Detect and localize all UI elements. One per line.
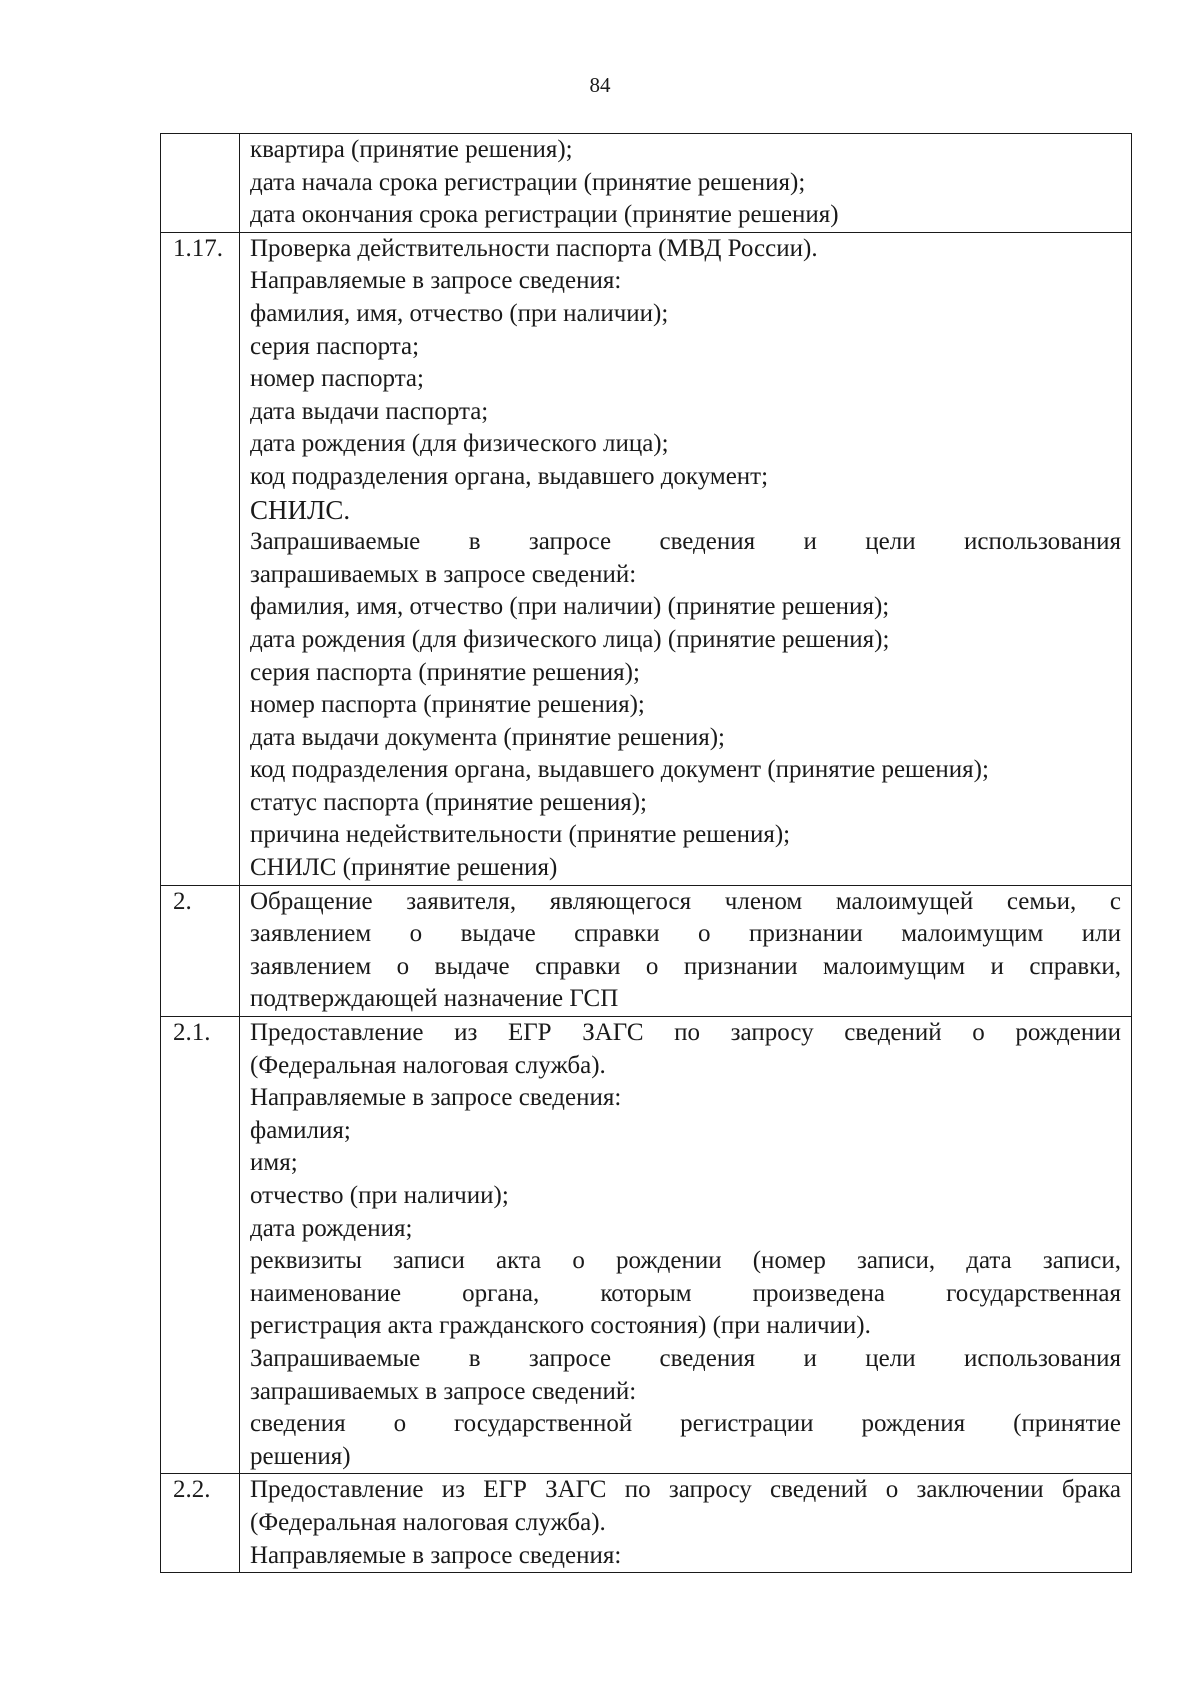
- text-line: дата окончания срока регистрации (принятие решения): [250, 201, 839, 229]
- text-line: Предоставление из ЕГР ЗАГС по запросу сведений о заключении брака: [250, 1476, 1121, 1504]
- text-line: фамилия, имя, отчество (при наличии);: [250, 299, 669, 327]
- text-line: фамилия;: [250, 1116, 351, 1144]
- text-line: решения): [250, 1442, 351, 1470]
- text-line: дата рождения (для физического лица) (принятие решения);: [250, 625, 890, 653]
- text-line: Запрашиваемые в запросе сведения и цели использования: [250, 1344, 1121, 1372]
- text-line: Направляемые в запросе сведения:: [250, 1084, 622, 1112]
- table-row: [161, 232, 1132, 885]
- text-line: дата рождения;: [250, 1214, 413, 1242]
- row-number-cell: [161, 885, 240, 1016]
- text-line: (Федеральная налоговая служба).: [250, 1508, 606, 1536]
- row-content-cell: [240, 885, 1132, 1016]
- text-line: дата выдачи документа (принятие решения);: [250, 723, 725, 751]
- table-row: [161, 1474, 1132, 1573]
- text-line: подтверждающей назначение ГСП: [250, 985, 619, 1013]
- text-line: Предоставление из ЕГР ЗАГС по запросу сведений о рождении: [250, 1019, 1121, 1047]
- text-line: дата начала срока регистрации (принятие решения);: [250, 168, 806, 196]
- table-body: [161, 134, 1132, 1573]
- table-row: [161, 134, 1132, 233]
- text-line: фамилия, имя, отчество (при наличии) (принятие решения);: [250, 593, 890, 621]
- text-line: Запрашиваемые в запросе сведения и цели использования: [250, 528, 1121, 556]
- text-line: номер паспорта;: [250, 365, 424, 393]
- row-number-cell: [161, 134, 240, 233]
- text-line: дата рождения (для физического лица);: [250, 430, 669, 458]
- text-line: СНИЛС (принятие решения): [250, 854, 558, 882]
- text-line: СНИЛС.: [250, 494, 351, 525]
- document-table: [160, 133, 1132, 1573]
- row-number-cell: [161, 1017, 240, 1474]
- text-line: причина недействительности (принятие решения);: [250, 821, 791, 849]
- text-line: код подразделения органа, выдавшего документ;: [250, 462, 769, 490]
- text-line: номер паспорта (принятие решения);: [250, 691, 645, 719]
- text-line: имя;: [250, 1149, 298, 1177]
- row-number: 1.17.: [173, 234, 223, 262]
- row-number: 2.1.: [173, 1019, 211, 1047]
- text-line: реквизиты записи акта о рождении (номер записи, дата записи,: [250, 1247, 1121, 1275]
- text-line: запрашиваемых в запросе сведений:: [250, 560, 637, 588]
- text-line: Обращение заявителя, являющегося членом малоимущей семьи, с: [250, 887, 1121, 915]
- table-row: [161, 885, 1132, 1016]
- text-line: наименование органа, которым произведена государственная: [250, 1279, 1121, 1307]
- text-line: Проверка действительности паспорта (МВД России).: [250, 234, 818, 262]
- text-line: регистрация акта гражданского состояния) (при наличии).: [250, 1312, 871, 1340]
- row-content-cell: [240, 232, 1132, 885]
- text-line: серия паспорта (принятие решения);: [250, 658, 640, 686]
- row-number: 2.2.: [173, 1476, 211, 1504]
- row-content-cell: [240, 1474, 1132, 1573]
- text-line: дата выдачи паспорта;: [250, 397, 489, 425]
- text-line: Направляемые в запросе сведения:: [250, 1541, 622, 1569]
- row-number: 2.: [173, 887, 192, 915]
- text-line: Направляемые в запросе сведения:: [250, 267, 622, 295]
- text-line: отчество (при наличии);: [250, 1182, 509, 1209]
- row-number-cell: [161, 1474, 240, 1573]
- text-line: квартира (принятие решения);: [250, 136, 573, 163]
- text-line: код подразделения органа, выдавшего документ (принятие решения);: [250, 756, 989, 784]
- text-line: статус паспорта (принятие решения);: [250, 788, 647, 816]
- text-line: (Федеральная налоговая служба).: [250, 1051, 606, 1079]
- text-line: серия паспорта;: [250, 332, 420, 360]
- text-line: заявлением о выдаче справки о признании малоимущим или: [250, 920, 1121, 948]
- row-content-cell: [240, 1017, 1132, 1474]
- row-content-cell: [240, 134, 1132, 233]
- text-line: сведения о государственной регистрации рождения (принятие: [250, 1410, 1121, 1438]
- text-line: заявлением о выдаче справки о признании малоимущим и справки,: [250, 952, 1121, 980]
- table-row: [161, 1017, 1132, 1474]
- row-number-cell: [161, 232, 240, 885]
- page-number: 84: [589, 73, 611, 97]
- text-line: запрашиваемых в запросе сведений:: [250, 1377, 637, 1405]
